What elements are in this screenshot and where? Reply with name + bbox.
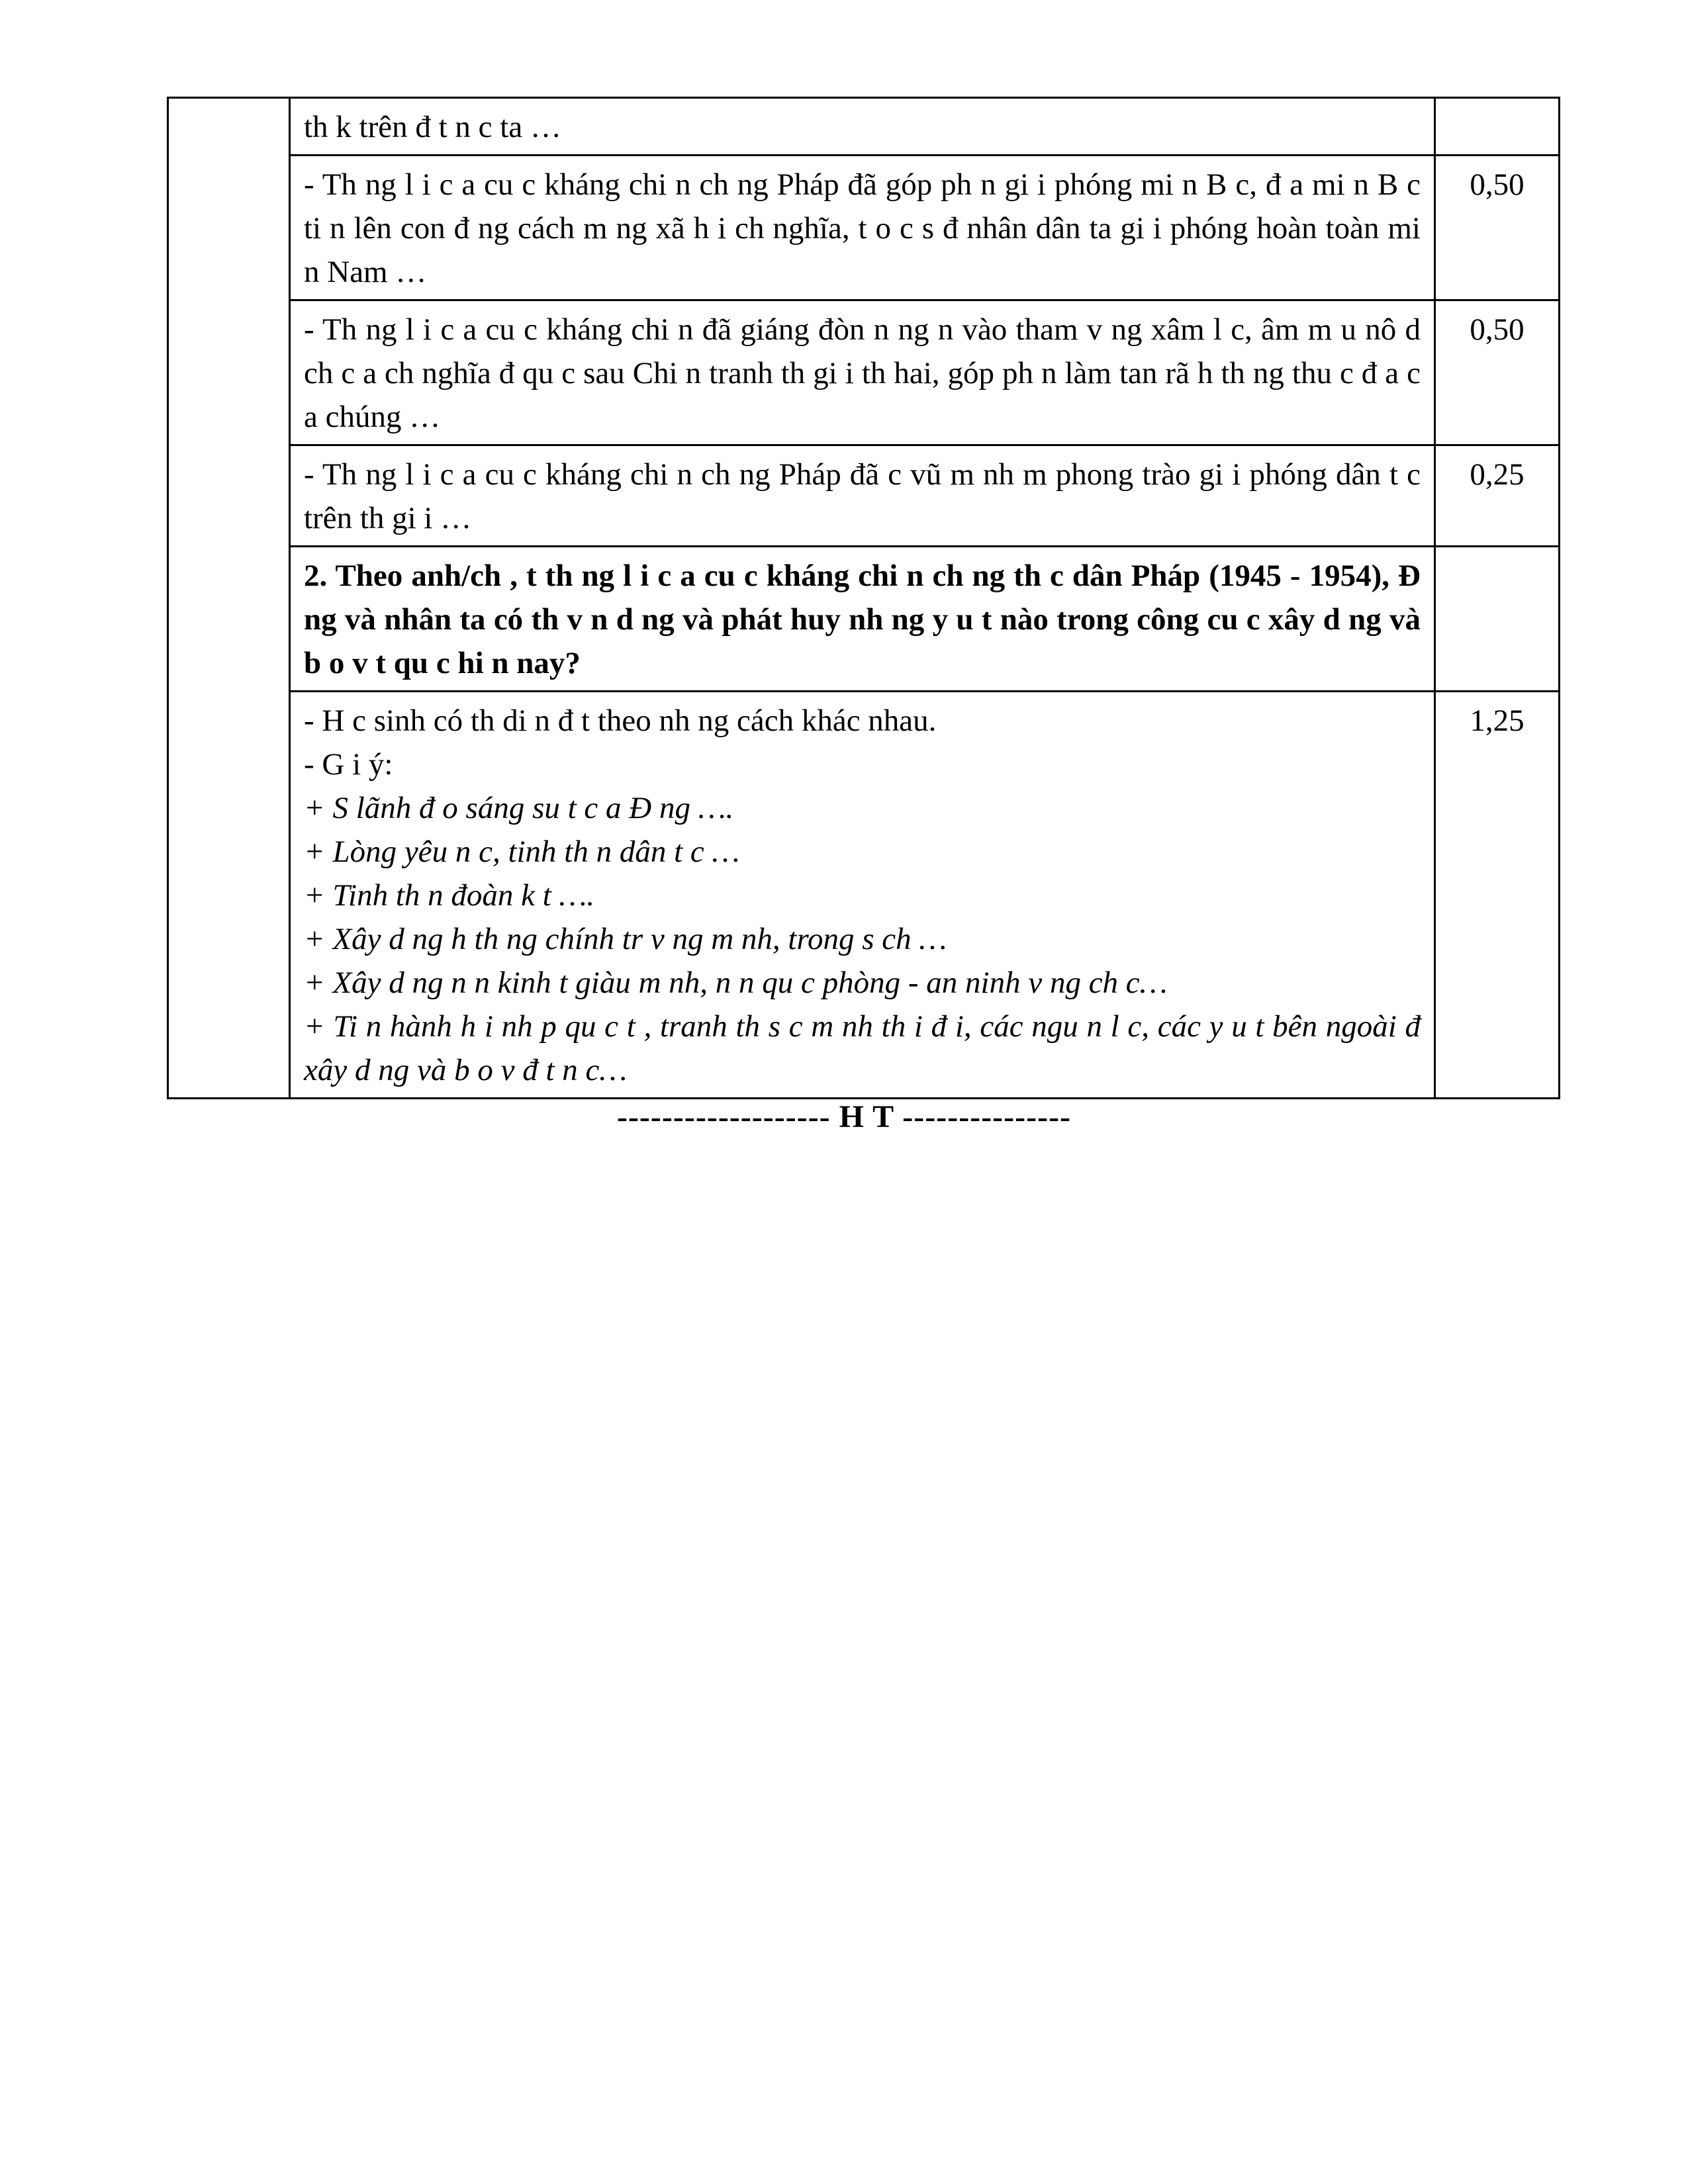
answer-guide-cell	[290, 692, 1435, 1099]
guide-bullet: + Xây d ng n n kinh t giàu m nh, n n qu c phòng - an ninh v ng ch c…	[304, 966, 1168, 1000]
content-cell	[290, 156, 1435, 300]
table-row	[168, 692, 1560, 1099]
row-text: - Th ng l i c a cu c kháng chi n đã giáng đòn n ng n vào tham v ng xâm l c, âm m u nô d ch c a ch nghĩa đ qu c sau Chi n tranh th gi i th hai, góp ph n làm tan rã h th ng thu c đ a c a chúng …	[304, 312, 1421, 434]
guide-bullet: + S lãnh đ o sáng su t c a Đ ng ….	[304, 791, 734, 825]
guide-bullet: + Ti n hành h i nh p qu c t , tranh th s c m nh th i đ i, các ngu n l c, các y u t bên ngoài đ xây d ng và b o v đ t n c…	[304, 1009, 1421, 1087]
question-text: 2. Theo anh/ch , t th ng l i c a cu c kháng chi n ch ng th c dân Pháp (1945 - 1954), Đ ng và nhân ta có th v n d ng và phát huy nh ng y u t nào trong công cu c xây d ng và b o v t qu c hi n nay?	[304, 559, 1421, 680]
table-row	[168, 300, 1560, 445]
table-row	[168, 98, 1560, 156]
score-cell: 0,25	[1435, 445, 1560, 547]
score-cell: 0,50	[1435, 156, 1560, 300]
question-cell	[290, 547, 1435, 692]
table-row	[168, 547, 1560, 692]
content-cell	[290, 98, 1435, 156]
score-cell	[1435, 547, 1560, 692]
table-row	[168, 445, 1560, 547]
score-cell: 0,50	[1435, 300, 1560, 445]
score-cell	[1435, 98, 1560, 156]
score-cell: 1,25	[1435, 692, 1560, 1099]
guide-bullet: + Xây d ng h th ng chính tr v ng m nh, trong s ch …	[304, 922, 947, 956]
table-row	[168, 156, 1560, 300]
content-cell	[290, 445, 1435, 547]
guide-line: - G i ý:	[304, 747, 393, 782]
guide-bullet: + Tinh th n đoàn k t ….	[304, 878, 595, 913]
row-text: - Th ng l i c a cu c kháng chi n ch ng Pháp đã c vũ m nh m phong trào gi i phóng dân t c trên th gi i …	[304, 457, 1421, 535]
answer-table	[167, 97, 1560, 1099]
guide-bullet: + Lòng yêu n c, tinh th n dân t c …	[304, 835, 740, 869]
question-number-cell	[168, 98, 290, 1099]
row-text: th k trên đ t n c ta …	[304, 110, 561, 144]
row-text: - Th ng l i c a cu c kháng chi n ch ng Pháp đã góp ph n gi i phóng mi n B c, đ a mi n B c ti n lên con đ ng cách m ng xã h i ch nghĩa, t o c s đ nhân dân ta gi i phóng hoàn toàn mi n Nam …	[304, 167, 1421, 289]
content-cell	[290, 300, 1435, 445]
end-marker: ------------------- H T ---------------	[616, 1099, 1072, 1134]
guide-line: - H c sinh có th di n đ t theo nh ng cách khác nhau.	[304, 704, 937, 738]
